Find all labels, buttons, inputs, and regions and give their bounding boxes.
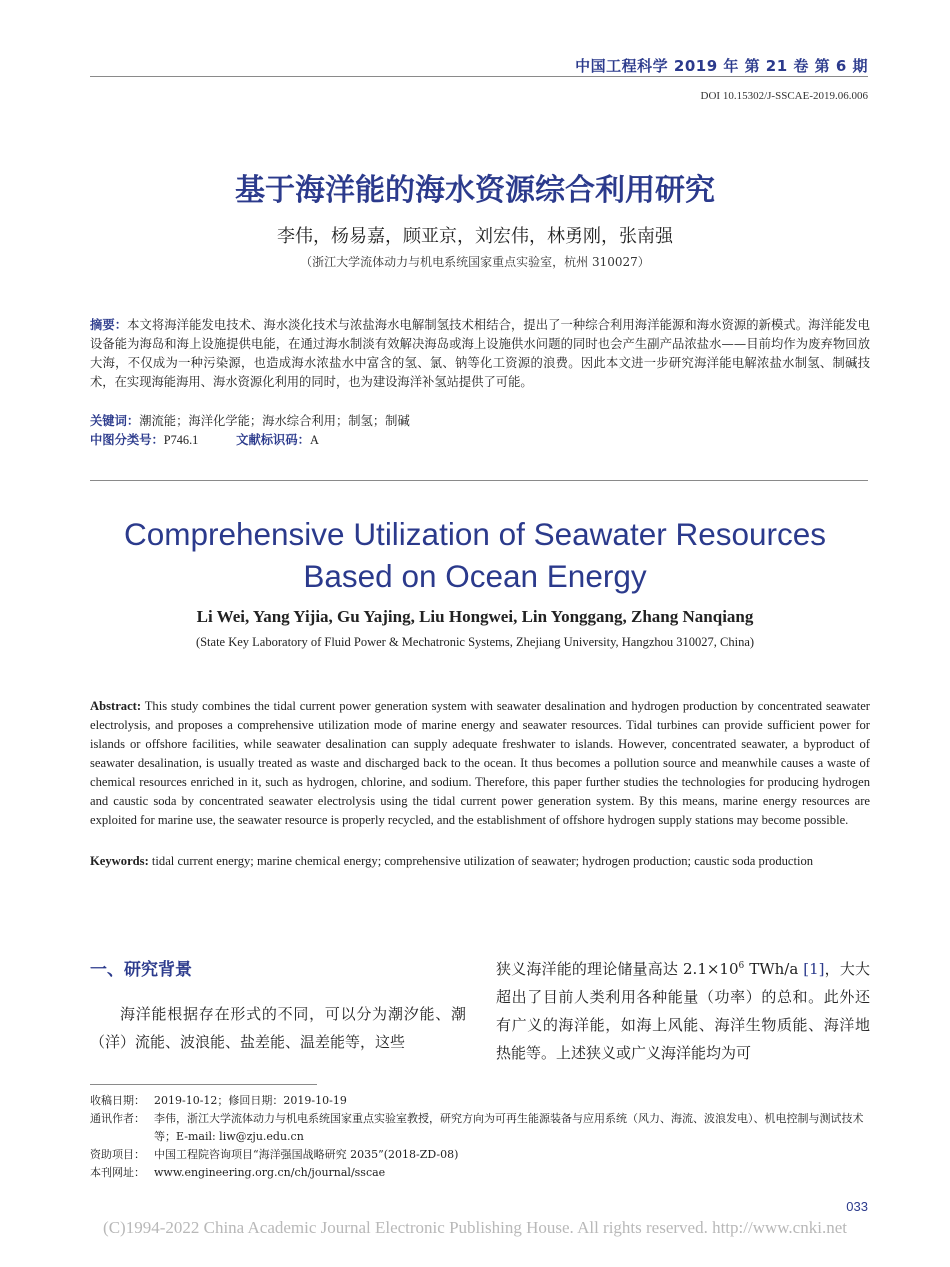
footnote-text: 2019-10-12；修回日期：2019-10-19	[154, 1094, 347, 1107]
abstract-cn-label: 摘要：	[90, 318, 128, 332]
keywords-cn-label: 关键词：	[90, 414, 140, 428]
body-right-text-b: ，大大超出了目前人类利用各种能量（功率）的总和。此外还有广义的海洋能，如海上风能、海洋生物质能、海洋地热能等。上述狭义或广义海洋能均为可	[496, 960, 870, 1062]
keywords-en-label: Keywords:	[90, 854, 149, 868]
title-en	[0, 513, 950, 597]
clc-label: 中图分类号：	[90, 433, 164, 447]
exponent: 6	[738, 961, 745, 971]
footnote-text: 李伟，浙江大学流体动力与机电系统国家重点实验室教授，研究方向为可再生能源装备与应用系统（风力、海流、波浪发电）、机电控制与测试技术等；E-mail: liw@zju.edu.cn	[154, 1112, 864, 1143]
affiliation-cn: （浙江大学流体动力与机电系统国家重点实验室，杭州 310027）	[300, 255, 650, 269]
unit-text: TWh/a	[744, 960, 804, 978]
footnote-rule	[90, 1084, 317, 1085]
doc-code-label: 文献标识码：	[236, 433, 310, 447]
clc-value: P746.1	[163, 433, 199, 447]
footnote-website	[90, 1164, 875, 1182]
doi[interactable]: DOI 10.15302/J-SSCAE-2019.06.006	[700, 90, 868, 102]
title-cn: 基于海洋能的海水资源综合利用研究	[235, 173, 715, 208]
abstract-en-label: Abstract:	[90, 699, 142, 713]
section-rule	[90, 480, 868, 481]
keywords-en	[90, 852, 870, 871]
header-rule	[90, 76, 868, 77]
body-left-column: 海洋能根据存在形式的不同，可以分为潮汐能、潮（洋）流能、波浪能、盐差能、温差能等，这些	[90, 1005, 466, 1051]
keywords-cn	[90, 411, 410, 429]
footnote-text[interactable]: www.engineering.org.cn/ch/journal/sscae	[154, 1166, 386, 1179]
affiliation-en: (State Key Laboratory of Fluid Power & Mechatronic Systems, Zhejiang University, Hangzhou 310027, China)	[195, 635, 755, 649]
abstract-cn	[90, 316, 870, 392]
footnote-received	[90, 1092, 875, 1110]
footnote-label: 资助项目：	[90, 1148, 145, 1161]
footnote-corresponding	[90, 1110, 875, 1146]
journal-header: 中国工程科学 2019 年 第 21 卷 第 6 期	[575, 57, 868, 75]
footnote-label: 本刊网址：	[90, 1166, 145, 1179]
abstract-en	[90, 697, 870, 830]
authors-en: Li Wei, Yang Yijia, Gu Yajing, Liu Hongwei, Lin Yonggang, Zhang Nanqiang	[196, 607, 754, 626]
keywords-cn-text: 潮流能；海洋化学能；海水综合利用；制氢；制碱	[139, 414, 410, 428]
section-heading: 一、研究背景	[90, 960, 192, 980]
footnote-funding	[90, 1146, 875, 1164]
footnote-text: 中国工程院咨询项目“海洋强国战略研究 2035”(2018-ZD-08)	[154, 1148, 459, 1161]
body-right-text-a: 狭义海洋能的理论储量高达 2.1×10	[496, 960, 739, 978]
abstract-en-text: This study combines the tidal current power generation system with seawater desalination and hydrogen production by concentrated seawater electrolysis, and proposes a comprehensive utilization mode of marine energy and seawater resources. Tidal turbines can provide sufficient power for islands or offshore facilities, while seawater desalination can supply adequate freshwater to islands. However, concentrated seawater, a byproduct of seawater desalination, is usually treated as waste and discharged back to the ocean. It thus becomes a pollution source and meanwhile causes a waste of chemical resources enriched in it, such as hydrogen, chlorine, and sodium. Therefore, this paper further studies the technologies for producing hydrogen and caustic soda by concentrated seawater electrolysis using the tidal current power generation system. By this means, marine energy resources are exploited for marine use, the seawater resource is properly recycled, and the establishment of offshore hydrogen supply stations may become possible.	[90, 699, 870, 827]
title-en-line1: Comprehensive Utilization of Seawater Resources	[123, 516, 827, 552]
doc-code-value: A	[309, 433, 319, 447]
footnote-label: 通讯作者：	[90, 1112, 145, 1125]
page-number: 033	[846, 1199, 868, 1214]
classification-cn	[90, 430, 319, 448]
body-right-column	[496, 952, 870, 1067]
title-en-line2: Based on Ocean Energy	[303, 558, 647, 594]
copyright-watermark: (C)1994-2022 China Academic Journal Electronic Publishing House. All rights reserved. http://www.cnki.net	[103, 1218, 847, 1237]
footnote-label: 收稿日期：	[90, 1094, 145, 1107]
authors-cn: 李伟，杨易嘉，顾亚京，刘宏伟，林勇刚，张南强	[277, 226, 673, 247]
abstract-cn-text: 本文将海洋能发电技术、海水淡化技术与浓盐海水电解制氢技术相结合，提出了一种综合利用海洋能源和海水资源的新模式。海洋能发电设备能为海岛和海上设施提供电能，在通过海水制淡有效解决海岛或海上设施供水问题的同时也会产生副产品浓盐水——目前均作为废弃物回放大海，不仅成为一种污染源，也造成海水浓盐水中富含的氢、氯、钠等化工资源的浪费。因此本文进一步研究海洋能电解浓盐水制氢、制碱技术，在实现海能海用、海水资源化利用的同时，也为建设海洋补氢站提供了可能。	[90, 318, 870, 389]
footnotes	[90, 1092, 875, 1182]
keywords-en-text: tidal current energy; marine chemical energy; comprehensive utilization of seawater; hydrogen production; caustic soda production	[151, 854, 814, 868]
reference-link[interactable]: [1]	[803, 960, 825, 978]
